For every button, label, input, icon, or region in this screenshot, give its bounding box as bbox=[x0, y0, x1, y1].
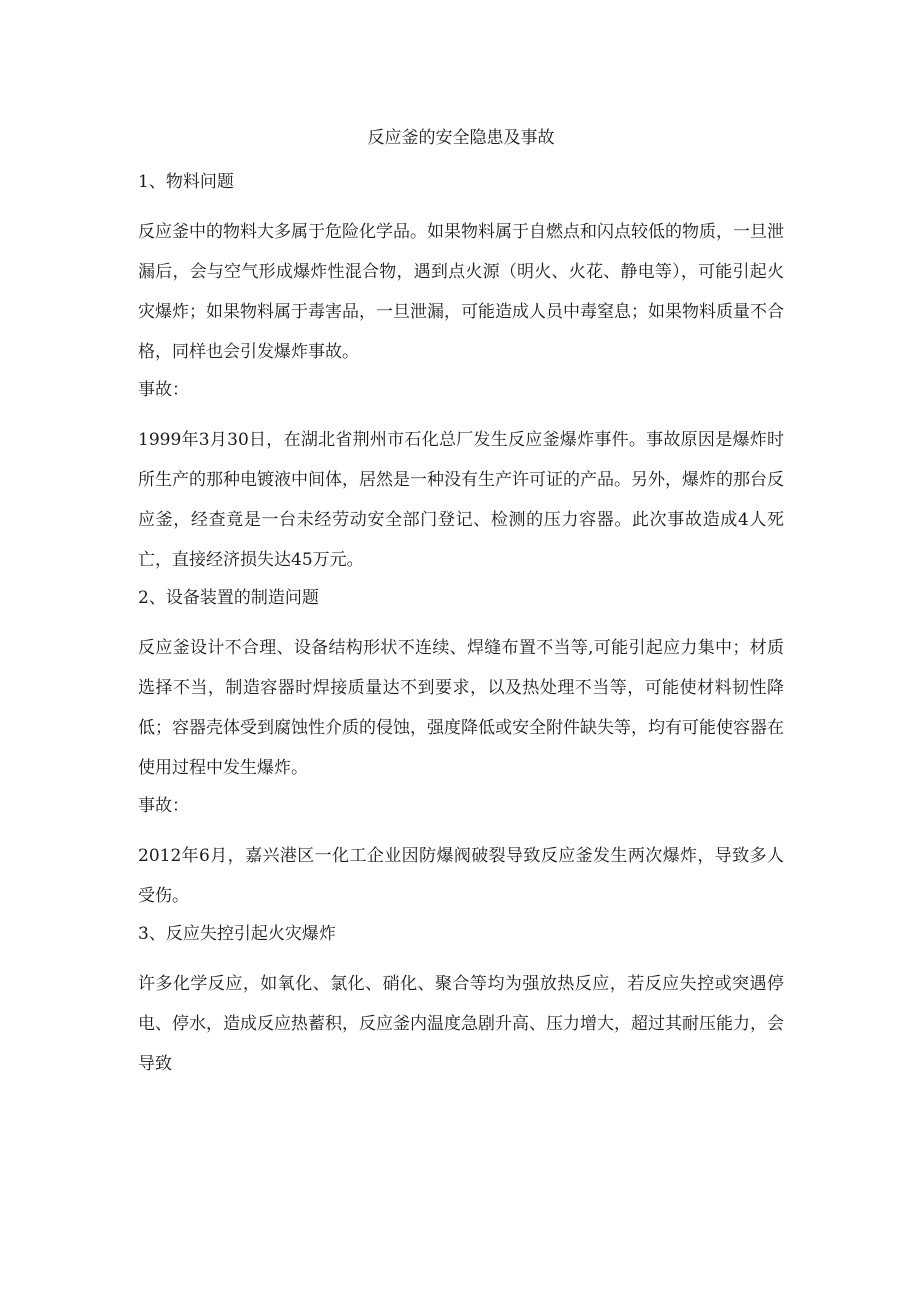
section-3 bbox=[138, 920, 784, 1088]
document-content bbox=[138, 124, 784, 1088]
section-heading: 2、设备装置的制造问题 bbox=[138, 588, 319, 608]
section-body: 反应釜设计不合理、设备结构形状不连续、焊缝布置不当等,可能引起应力集中；材质选择不当，制造容器时焊接质量达不到要求，以及热处理不当等，可能使材料韧性降低；容器壳体受到腐蚀性介质的侵蚀，强度降低或安全附件缺失等，均有可能使容器在使用过程中发生爆炸。 bbox=[138, 638, 784, 778]
section-heading: 1、物料问题 bbox=[138, 172, 234, 192]
section-body: 反应釜中的物料大多属于危险化学品。如果物料属于自燃点和闪点较低的物质，一旦泄漏后，会与空气形成爆炸性混合物，遇到点火源（明火、火花、静电等），可能引起火灾爆炸；如果物料属于毒害品，一旦泄漏，可能造成人员中毒窒息；如果物料质量不合格，同样也会引发爆炸事故。 bbox=[138, 222, 784, 362]
section-body: 许多化学反应，如氧化、氯化、硝化、聚合等均为强放热反应，若反应失控或突遇停电、停水，造成反应热蓄积，反应釜内温度急剧升高、压力增大，超过其耐压能力，会导致 bbox=[138, 974, 784, 1074]
accident-label: 事故： bbox=[138, 796, 189, 816]
accident-text: 1999年3月30日，在湖北省荆州市石化总厂发生反应釜爆炸事件。事故原因是爆炸时所生产的那种电镀液中间体，居然是一种没有生产许可证的产品。另外，爆炸的那台反应釜，经查竟是一台未经劳动安全部门登记、检测的压力容器。此次事故造成4人死亡，直接经济损失达45万元。 bbox=[138, 430, 784, 570]
accident-label: 事故： bbox=[138, 380, 189, 400]
section-1 bbox=[138, 168, 784, 584]
document-title: 反应釜的安全隐患及事故 bbox=[367, 128, 555, 148]
section-heading: 3、反应失控引起火灾爆炸 bbox=[138, 924, 336, 944]
section-2 bbox=[138, 584, 784, 920]
accident-text: 2012年6月，嘉兴港区一化工企业因防爆阀破裂导致反应釜发生两次爆炸，导致多人受伤。 bbox=[138, 846, 784, 906]
